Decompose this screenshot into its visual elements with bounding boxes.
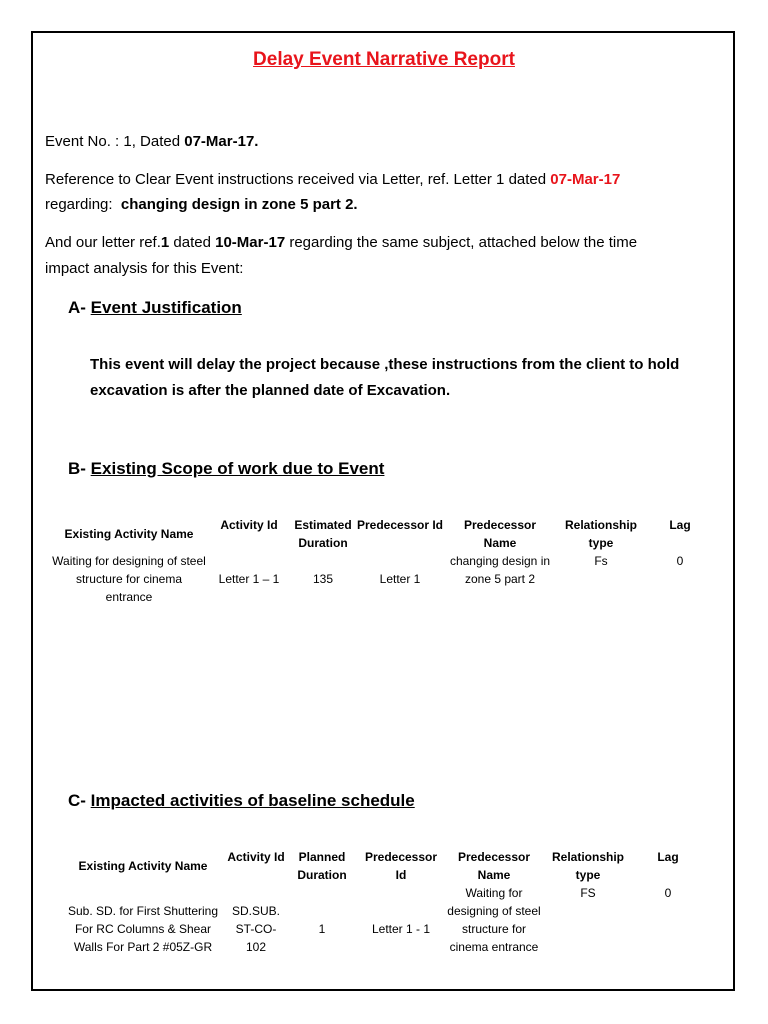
section-b-title: Existing Scope of work due to Event <box>90 459 385 478</box>
cell-predecessor-id: Letter 1 <box>379 572 421 586</box>
letter-dated: dated <box>169 234 216 251</box>
header-predecessor-name: Predecessor Name <box>463 518 537 550</box>
impacted-table <box>60 848 704 974</box>
header-duration: Estimated Duration <box>294 518 352 550</box>
event-date: 07-Mar-17. <box>184 133 259 150</box>
justification-text <box>90 352 710 404</box>
section-c-prefix: C- <box>68 791 91 810</box>
report-title: Delay Event Narrative Report <box>253 49 515 70</box>
cell-relationship: FS <box>580 886 596 900</box>
header-predecessor-id: Predecessor Id <box>356 518 444 532</box>
reference-text: Reference to Clear Event instructions received via Letter, ref. Letter 1 dated <box>45 171 551 188</box>
section-b-prefix: B- <box>68 459 91 478</box>
cell-activity-name: Sub. SD. for First Shuttering For RC Columns & Shear Walls For Part 2 #05Z-GR <box>67 904 219 954</box>
header-relationship: Relationship type <box>564 518 637 550</box>
cell-predecessor-name: changing design in zone 5 part 2 <box>449 554 551 586</box>
header-lag: Lag <box>657 850 679 864</box>
table-header-row <box>60 848 704 884</box>
header-activity-name: Existing Activity Name <box>64 527 194 541</box>
cell-relationship: Fs <box>594 554 608 568</box>
header-lag: Lag <box>669 518 691 532</box>
letter-subject-text: regarding the same subject, attached below the time <box>285 234 638 251</box>
cell-activity-id: SD.SUB. ST-CO- 102 <box>231 904 280 954</box>
letter-date: 10-Mar-17 <box>215 234 286 251</box>
section-b-heading <box>68 459 384 479</box>
header-duration: Planned Duration <box>297 850 347 882</box>
cell-lag: 0 <box>676 554 684 568</box>
header-predecessor-id: Predecessor Id <box>364 850 438 882</box>
letter-line-1 <box>45 234 637 251</box>
cell-activity-name: Waiting for designing of steel structure for cinema entrance <box>52 554 206 604</box>
reference-subject: changing design in zone 5 part 2. <box>120 196 358 213</box>
cell-predecessor-name: Waiting for designing of steel structure for cinema entrance <box>447 886 541 954</box>
header-activity-id: Activity Id <box>227 850 285 864</box>
cell-duration: 1 <box>318 922 326 936</box>
table-row <box>60 884 704 974</box>
header-relationship: Relationship type <box>551 850 624 882</box>
cell-duration: 135 <box>312 572 334 586</box>
header-activity-name: Existing Activity Name <box>78 859 208 873</box>
letter-line-2: impact analysis for this Event: <box>45 260 244 277</box>
letter-text: And our letter ref. <box>45 234 161 251</box>
section-c-heading <box>68 791 415 811</box>
section-a-prefix: A- <box>68 298 91 317</box>
cell-lag: 0 <box>664 886 672 900</box>
justification-line-1: This event will delay the project because ,these instructions from the client to hold <box>90 356 680 373</box>
reference-regarding: regarding: <box>45 196 113 213</box>
header-predecessor-name: Predecessor Name <box>457 850 531 882</box>
justification-line-2: excavation is after the planned date of Excavation. <box>90 382 451 399</box>
table-row <box>52 552 712 606</box>
section-a-heading <box>68 298 242 318</box>
table-header-row <box>52 516 712 552</box>
section-a-title: Event Justification <box>90 298 242 317</box>
section-c-title: Impacted activities of baseline schedule <box>90 791 415 810</box>
letter-ref: 1 <box>160 234 170 251</box>
cell-predecessor-id: Letter 1 - 1 <box>371 922 431 936</box>
reference-line-2 <box>45 196 358 213</box>
event-prefix: Event No. : 1, Dated <box>45 133 185 150</box>
reference-line-1 <box>45 171 620 188</box>
scope-table <box>52 516 712 606</box>
reference-date: 07-Mar-17 <box>550 171 621 188</box>
cell-activity-id: Letter 1 – 1 <box>218 572 280 586</box>
event-line <box>45 133 258 150</box>
header-activity-id: Activity Id <box>220 518 278 532</box>
